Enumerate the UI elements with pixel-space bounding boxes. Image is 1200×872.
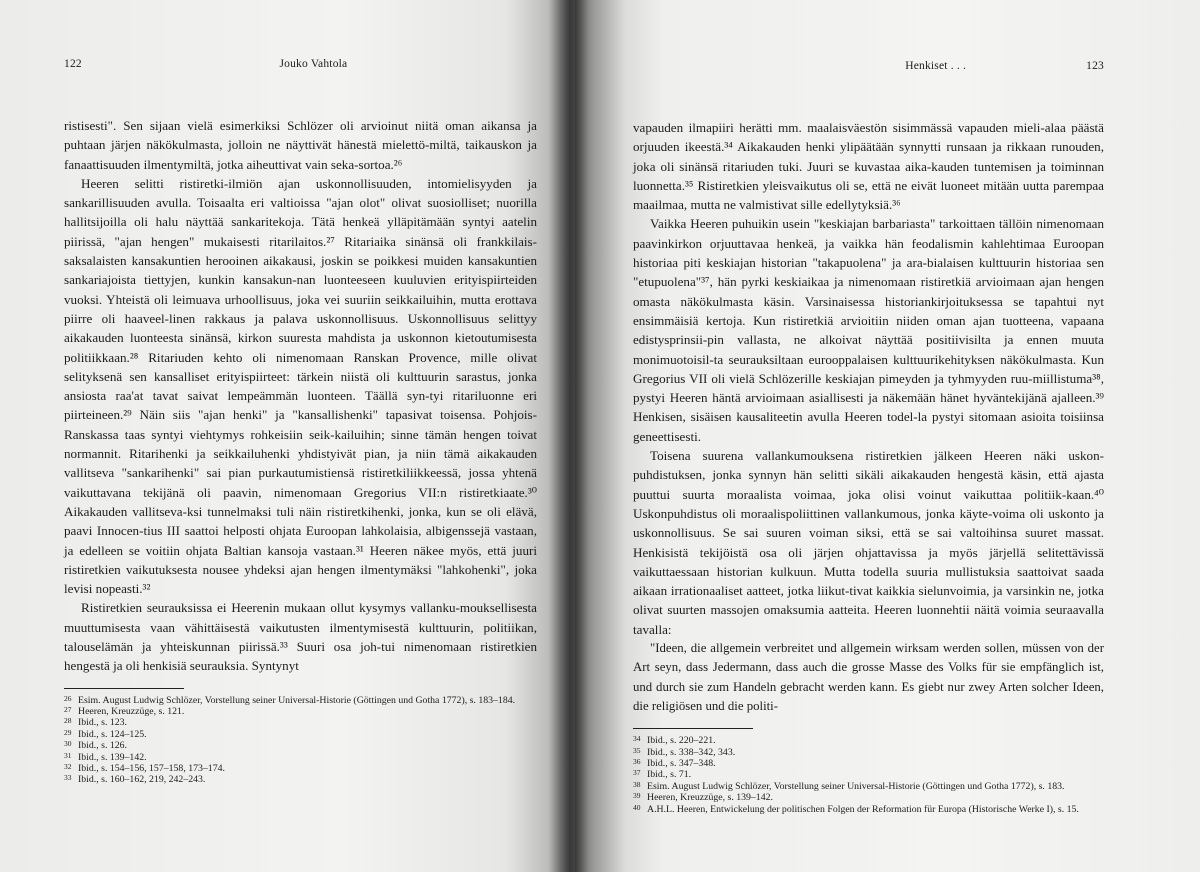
footnote: 36 Ibid., s. 347–348. — [633, 757, 716, 770]
footnote: 31 Ibid., s. 139–142. — [64, 750, 147, 763]
footnote: 28 Ibid., s. 123. — [64, 716, 127, 729]
footnote: 37 Ibid., s. 71. — [633, 768, 692, 781]
right-footnotes — [633, 735, 1104, 815]
right-page-header — [633, 60, 1104, 72]
footnote-rule — [633, 728, 753, 729]
right-body-text — [633, 118, 1104, 716]
paragraph: Toisena suurena vallankumouksena ristiretkien jälkeen Heeren näki uskon-puhdistuksen, jonka synnyn hän selitti sikäli aikakauden hengestä käsin, että ajasta puuttui suurta moraalista voimaa, joka olisi voinut vaikuttaa politiik-kaan.⁴⁰ Uskonpuhdistus oli moraalispoliittinen vallankumous, jonka käyte-voima oli uskonto ja uskonnollisuus. Se sai suuren voiman siksi, että se sai valtoihinsa suuret massat. Henkisistä tekijöistä osa oli järjen ohjattavissa ja myös järjellä selitettävissä vaikuttaessaan historian kulkuun. Mutta todella suuria mullistuksia saattoivat saada aikaan irrationaaliset aatteet, jotka liikut-tivat kaikkia sielunvoimia, ja varsinkin ne, jotka olivat suurten massojen omaksumia aatteita. Heeren luonnehtii näitä voimia seuraavalla tavalla: — [633, 448, 1104, 637]
left-body-text — [64, 116, 537, 676]
page-number: 122 — [64, 58, 82, 70]
paragraph: vapauden ilmapiiri herätti mm. maalaisväestön sisimmässä vapauden mieli-alaa päästä orjuuden ikeestä.³⁴ Aikakauden henki ylipäätään synnytti runsaan ja rikkaan runouden, joka oli sinänsä ritariuden tuki. Juuri se kuvastaa aika-kauden tuntemisen ja toiminnan luonnetta.³⁵ Ristiretkien yleisvaikutus oli se, että ne eivät luoneet mitään uutta parempaa maailmaa, mutta ne valmistivat sille edellytyksiä.³⁶ — [633, 120, 1104, 213]
footnote: 29 Ibid., s. 124–125. — [64, 727, 147, 740]
block-quote: "Ideen, die allgemein verbreitet und allgemein wirksam werden sollen, müssen von der Art seyn, dass Jedermann, dass auch die grosse Masse des Volks für sie empfänglich ist, und durch sie zum Handeln gebracht werden kann. Es giebt nur zwey Arten solcher Ideen, die religiösen und die politi- — [633, 641, 1104, 713]
footnote: 39 Heeren, Kreuzzüge, s. 139–142. — [633, 791, 773, 804]
footnote: 34 Ibid., s. 220–221. — [633, 734, 716, 747]
right-page — [575, 0, 1200, 872]
running-head: Henkiset . . . — [905, 60, 967, 72]
left-page-header — [64, 58, 545, 70]
paragraph: Vaikka Heeren puhuikin usein "keskiajan barbariasta" tarkoittaen tällöin nimenomaan paavinkirkon orjuuttavaa henkeä, ja vaikka hän feodalismin kahlehtimaa Euroopan historiaa piti keskiajan historian "takapuolena" ja ara-bialaisen kulttuurin historiaa sen "etupuolena"³⁷, hän pyrki keskiaikaa ja nimenomaan ristiretkiä arvioimaan ajan hengen omasta näkökulmasta käsin. Varsinaisessa historiankirjoituksessa se tapahtui nyt ensimmäisiä kertoja. Kun ristiretkiä arvioitiin niiden oman ajan tuotteena, vapaana edistysprinsii-pin vallasta, ne alkoivat näyttää positiivisilta ja ennen muuta monimuotoisil-ta seurauksiltaan eurooppalaisen kulttuurikehityksen näkökulmasta. Kun Gregorius VII oli vielä Schlözerille keskiajan pimeyden ja tyhmyyden ruu-miillistuma³⁸, pystyi Heeren häntä arvioimaan asiallisesti ja näkemään hänet hyväntekijänä ajalleen.³⁹ Henkisen, sisäisen kausaliteetin avulla Heeren todel-la pystyi sitomaan asioita toisiinsa geneettisesti. — [633, 216, 1104, 444]
paragraph: Ristiretkien seurauksissa ei Heerenin mukaan ollut kysymys vallanku-mouksellisesta muuttumisesta vaan vähittäisestä vaikutusten ilmentymisestä kulttuurin, politiikan, talouselämän ja yhteiskunnan piirissä.³³ Suuri osa joh-tui nimenomaan ristiretkien hengestä ja oli henkisiä seurauksia. Syntynyt — [64, 600, 537, 674]
paragraph: Heeren selitti ristiretki-ilmiön ajan uskonnollisuuden, intomielisyyden ja sankarillisuuden avulla. Toisaalta eri valtioissa "ajan olot" olivat suosiolliset; nuorilla hallitsijoilla oli halu näyttää sankaritekoja. Tätä henkeä ylläpitämään syntyi aatelin piirissä, "ajan hengen" mukaisesti ritarilaitos.²⁷ Ritariaika sinänsä oli frankkilais-saksalaisten kansakuntien herooinen aikakausi, joskin se poikkesi muiden kansakuntien sankariajoista tiettyjen, kunkin kansakun-nan luonteeseen kuuluvien erityispiirteiden vuoksi. Yhteistä oli leimuava urhoollisuus, joka vei suuriin seikkailuihin, mutta erottava piirre oli haaveel-linen rakkaus ja palava uskonnollisuus. Uskonnollisuus selittyy aikakauden luonteesta sinänsä, kirkon suuresta mahdista ja uskonnon kietoutumisesta politiikkaan.²⁸ Ritariuden kehto oli nimenomaan Ranskan Provence, mille olivat selityksenä sen kansalliset erityispiirteet: tärkein niistä oli kulttuurin sarastus, jonka ansiosta raa'at tavat saivat lempeämmän luonteen. Täällä syn-tyi ritariluonne eri piirteineen.²⁹ Näin siis "ajan henki" ja "kansallishenki" tapasivat toisensa. Pohjois-Ranskassa taas syntyi viehtymys rohkeisiin seik-kailuihin; sinne tämän hengen toivat normannit. Ritarihenki ja seikkailuhenki yhdistyivät pian, ja niin tämä aikakauden vallitseva "sankarihenki" sai pian purkautumistiensä ristiretkiliikkeessä, jossa yhtenä vaikuttavana tekijänä oli paavin, nimenomaan Gregorius VII:n ristiretkiaate.³⁰ Aikakauden vallitseva-ksi tunnelmaksi tuli näin ristiretkihenki, jonka, kun se oli elävä, paavi Innocen-tius III saattoi helposti ohjata Euroopan lahkolaisia, albigenssejä vastaan, ja edelleen se voitiin ohjata Baltian kansoja vastaan.³¹ Heeren näkee myös, että juuri ristiretkien vaikutuksesta nousee yhdeksi ajan hengen ilmentymäksi "lahkohenki", joka levisi nopeasti.³² — [64, 175, 537, 597]
paragraph: ristisesti". Sen sijaan vielä esimerkiksi Schlözer oli arvioinut niitä oman aikansa ja puhtaan järjen näkökulmasta, jolloin ne näyttivät hänestä mielettö-miltä, taikauskon ja fanaattisuuden ilmentymiltä, jotka aiheuttivat vain seka-sortoa.²⁶ — [64, 118, 537, 172]
footnote-rule — [64, 688, 184, 689]
footnote: 35 Ibid., s. 338–342, 343. — [633, 745, 736, 758]
left-page — [0, 0, 575, 872]
footnote: 32 Ibid., s. 154–156, 157–158, 173–174. — [64, 762, 225, 775]
running-head: Jouko Vahtola — [279, 58, 348, 70]
footnote: 30 Ibid., s. 126. — [64, 739, 127, 752]
footnote: 38 Esim. August Ludwig Schlözer, Vorstellung seiner Universal-Historie (Göttingen und Gotha 1772), s. 183. — [633, 779, 1065, 792]
left-footnotes — [64, 695, 545, 786]
footnote: 27 Heeren, Kreuzzüge, s. 121. — [64, 705, 185, 718]
footnote: 33 Ibid., s. 160–162, 219, 242–243. — [64, 773, 206, 786]
footnote: 26 Esim. August Ludwig Schlözer, Vorstellung seiner Universal-Historie (Göttingen und Gotha 1772), s. 183–184. — [64, 693, 516, 706]
footnote: 40 A.H.L. Heeren, Entwickelung der politischen Folgen der Reformation für Europa (Historische Werke I), s. 15. — [633, 802, 1079, 815]
page-number: 123 — [1086, 60, 1104, 72]
